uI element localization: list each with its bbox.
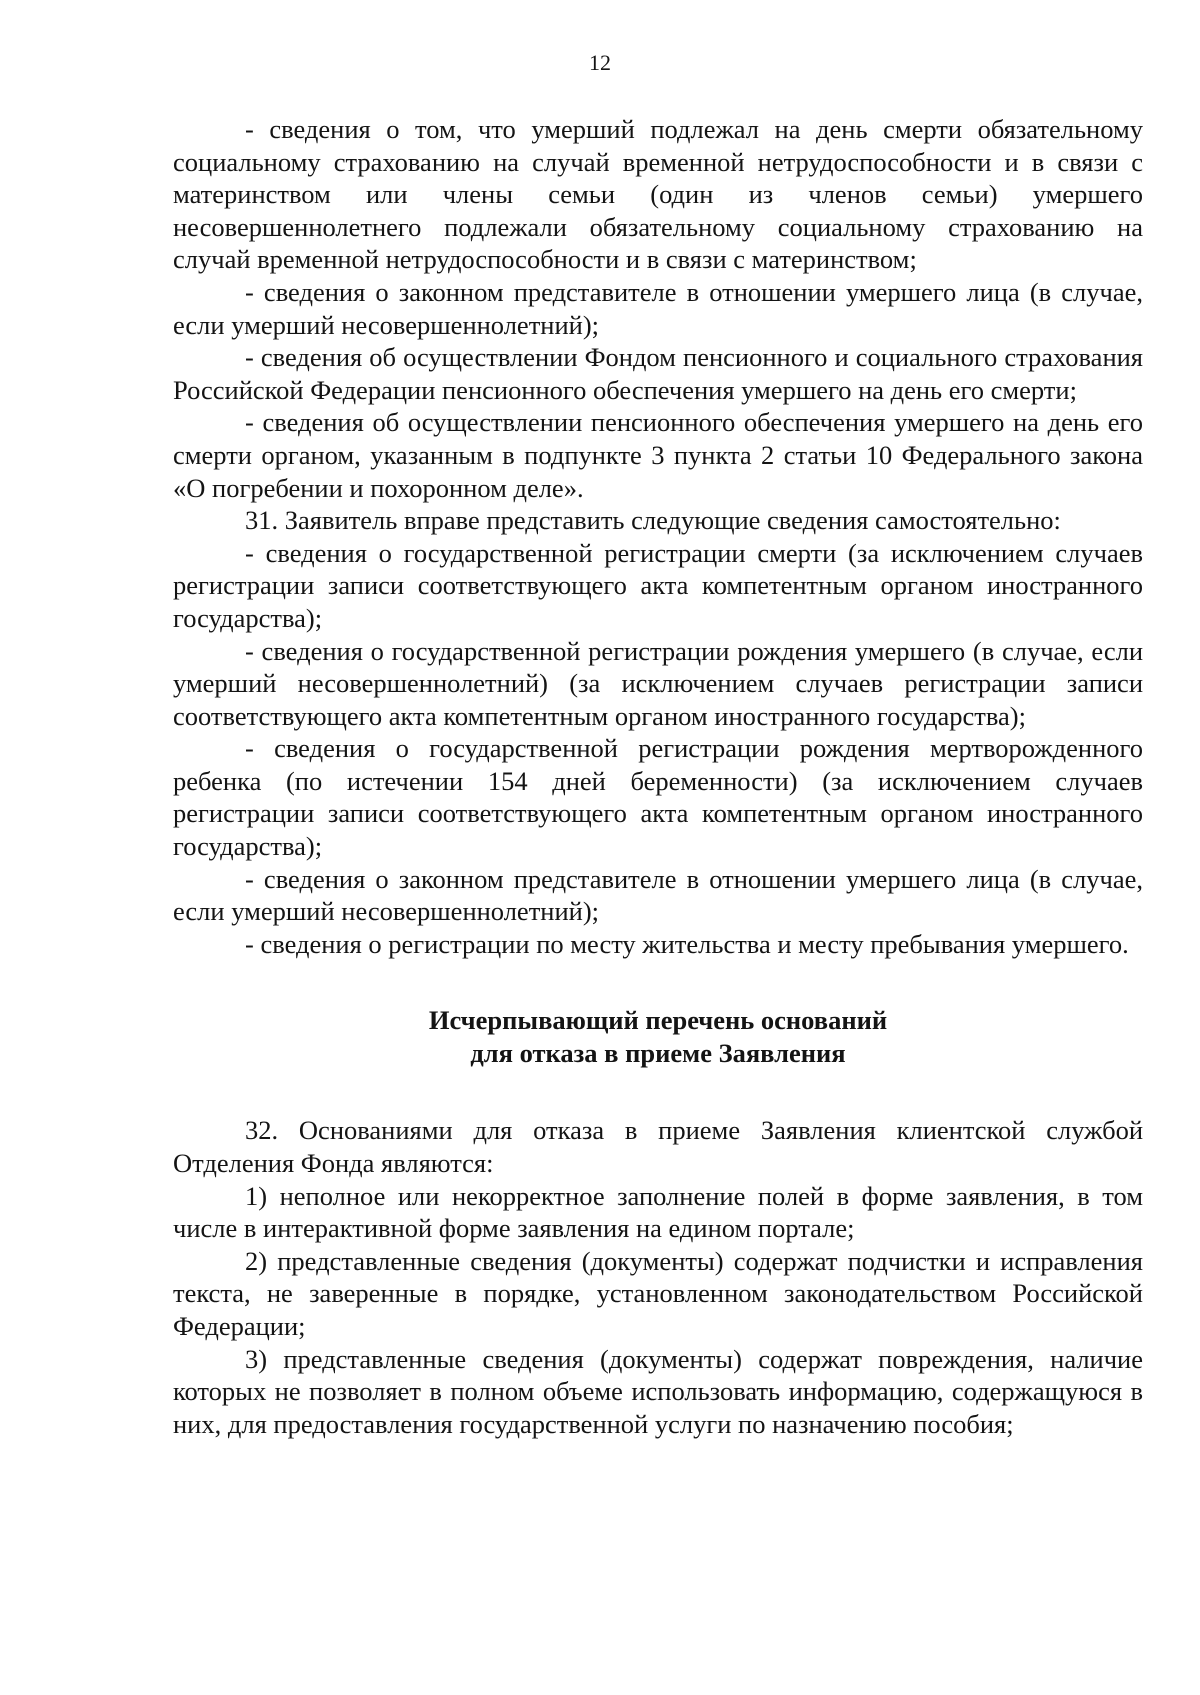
list-item: 1) неполное или некорректное заполнение полей в форме заявления, в том числе в интерактивной форме заявления на едином портале;	[173, 1180, 1143, 1244]
clause-31: 31. Заявитель вправе представить следующие сведения самостоятельно:	[245, 505, 1061, 536]
paragraph: - сведения об осуществлении Фондом пенсионного и социального страхования Российской Федерации пенсионного обеспечения умершего на день его смерти;	[173, 342, 1143, 405]
section-heading-line-1: Исчерпывающий перечень оснований	[428, 1005, 888, 1036]
paragraph: - сведения о законном представителе в отношении умершего лица (в случае, если умерший несовершеннолетний);	[173, 863, 1143, 927]
paragraph: - сведения о том, что умерший подлежал на день смерти обязательному социальному страхованию на случай временной нетрудоспособности и в связи с материнством или члены семьи (один из членов семьи) умершего несовершеннолетнего подлежали обязательному социальному страхованию на случай временной нетрудоспособности и в связи с материнством;	[173, 114, 1143, 275]
document-body	[173, 113, 1143, 1440]
section-heading-line-2: для отказа в приеме Заявления	[470, 1038, 846, 1069]
paragraph: - сведения о государственной регистрации смерти (за исключением случаев регистрации записи соответствующего акта компетентным органом иностранного государства);	[173, 537, 1143, 633]
paragraph: - сведения о государственной регистрации рождения мертворожденного ребенка (по истечении 154 дней беременности) (за исключением случаев регистрации записи соответствующего акта компетентным органом иностранного государства);	[173, 733, 1143, 862]
clause-32: 32. Основаниями для отказа в приеме Заявления клиентской службой Отделения Фонда являются:	[173, 1115, 1143, 1179]
paragraph: - сведения об осуществлении пенсионного обеспечения умершего на день его смерти органом, указанным в подпункте 3 пункта 2 статьи 10 Федерального закона «О погребении и похоронном деле».	[173, 407, 1143, 503]
paragraph: - сведения о регистрации по месту жительства и месту пребывания умершего.	[245, 928, 1129, 959]
paragraph: - сведения о государственной регистрации рождения умершего (в случае, если умерший несовершеннолетний) (за исключением случаев регистрации записи соответствующего акта компетентным органом иностранного государства);	[173, 635, 1143, 731]
paragraph: - сведения о законном представителе в отношении умершего лица (в случае, если умерший несовершеннолетний);	[173, 276, 1143, 340]
page-number: 12	[589, 50, 611, 75]
list-item: 2) представленные сведения (документы) содержат подчистки и исправления текста, не заверенные в порядке, установленном законодательством Российской Федерации;	[173, 1245, 1143, 1341]
section-heading	[173, 1004, 1143, 1070]
list-item: 3) представленные сведения (документы) содержат повреждения, наличие которых не позволяет в полном объеме использовать информацию, содержащуюся в них, для предоставления государственной услуги по назначению пособия;	[173, 1343, 1143, 1439]
